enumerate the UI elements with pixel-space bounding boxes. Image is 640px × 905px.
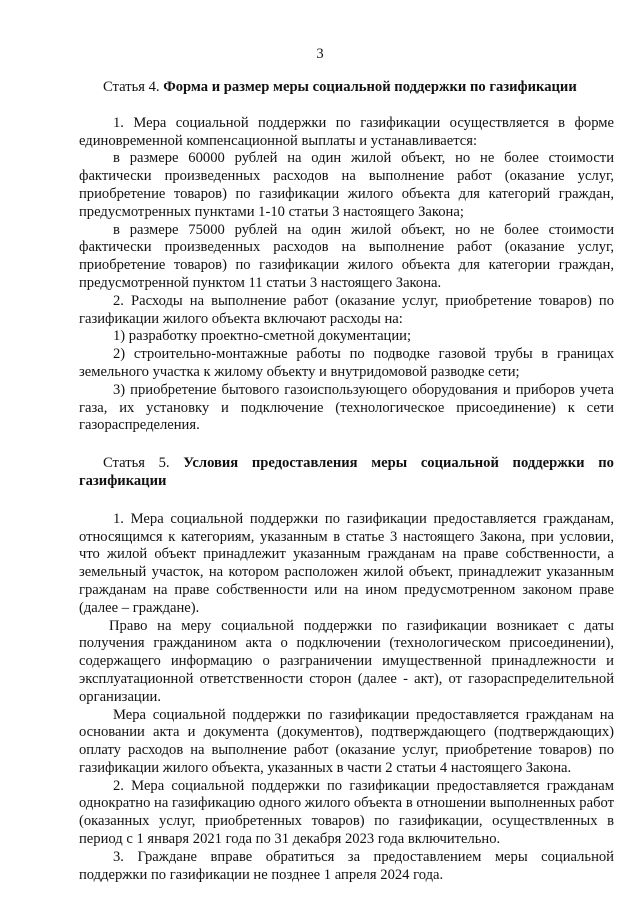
article-4-paragraph: 2) строительно-монтажные работы по подводке газовой трубы в границах земельного участка к жилому объекту и внутридомовой разводке сети;	[79, 346, 614, 380]
article-4-paragraph: 1) разработку проектно-сметной документации;	[113, 328, 412, 345]
article-4-paragraph: 3) приобретение бытового газоиспользующего оборудования и приборов учета газа, их установку и подключение (технологическое присоединение) к сети газораспределения.	[79, 381, 614, 434]
article-4-title: Форма и размер меры социальной поддержки по газификации	[163, 79, 577, 95]
article-4-paragraph: 2. Расходы на выполнение работ (оказание услуг, приобретение товаров) по газификации жилого объекта включают расходы на:	[79, 292, 614, 327]
article-5-paragraph: 3. Граждане вправе обратиться за предоставлением меры социальной поддержки по газификации не позднее 1 апреля 2024 года.	[79, 848, 614, 883]
article-5-paragraph: Право на меру социальной поддержки по газификации возникает с даты получения гражданином акта о подключении (технологическом присоединении), содержащего информацию о разграничении имущественной принадлежности и эксплуатационной ответственности сторон (далее - акт), от газораспределительной организации.	[79, 617, 614, 705]
article-5-paragraph: 1. Мера социальной поддержки по газификации предоставляется гражданам, относящимся к категориям, указанным в статье 3 настоящего Закона, при условии, что жилой объект принадлежит указанным гражданам на праве собственности, а земельный участок, на котором расположен жилой объект, принадлежит указанным гражданам на праве собственности или на ином предусмотренном законом праве (далее – граждане).	[79, 510, 614, 616]
article-4-paragraph: в размере 75000 рублей на один жилой объект, но не более стоимости фактически произведенных расходов на выполнение работ (оказание услуг, приобретение товаров) по газификации жилого объекта для категории граждан, предусмотренной пунктом 11 статьи 3 настоящего Закона.	[79, 221, 614, 291]
article-4-paragraph: в размере 60000 рублей на один жилой объект, но не более стоимости фактически произведенных расходов на выполнение работ (оказание услуг, приобретение товаров) по газификации жилого объекта для категорий граждан, предусмотренных пунктами 1-10 статьи 3 настоящего Закона;	[79, 150, 614, 220]
article-5-title: Условия предоставления меры социальной поддержки по газификации	[79, 455, 614, 489]
article-4-paragraph: 1. Мера социальной поддержки по газификации осуществляется в форме единовременной компенсационной выплаты и устанавливается:	[79, 114, 614, 149]
article-5-paragraph: Мера социальной поддержки по газификации предоставляется гражданам на основании акта и документа (документов), подтверждающего (подтверждающих) оплату расходов на выполнение работ (оказание услуг, приобретение товаров) по газификации жилого объекта, указанных в части 2 статьи 4 настоящего Закона.	[79, 706, 614, 776]
article-5-prefix: Статья 5.	[103, 455, 170, 472]
article-4-prefix: Статья 4.	[103, 79, 160, 95]
article-5-paragraph: 2. Мера социальной поддержки по газификации предоставляется гражданам однократно на газификацию одного жилого объекта в отношении выполненных работ (оказанных услуг, приобретенных товаров) по газификации, осуществленных в период с 1 января 2021 года по 31 декабря 2023 года включительно.	[79, 777, 614, 848]
article-4-heading	[79, 79, 614, 97]
article-5-heading	[79, 455, 614, 491]
page-number: 3	[316, 46, 324, 62]
document-body	[79, 79, 614, 884]
